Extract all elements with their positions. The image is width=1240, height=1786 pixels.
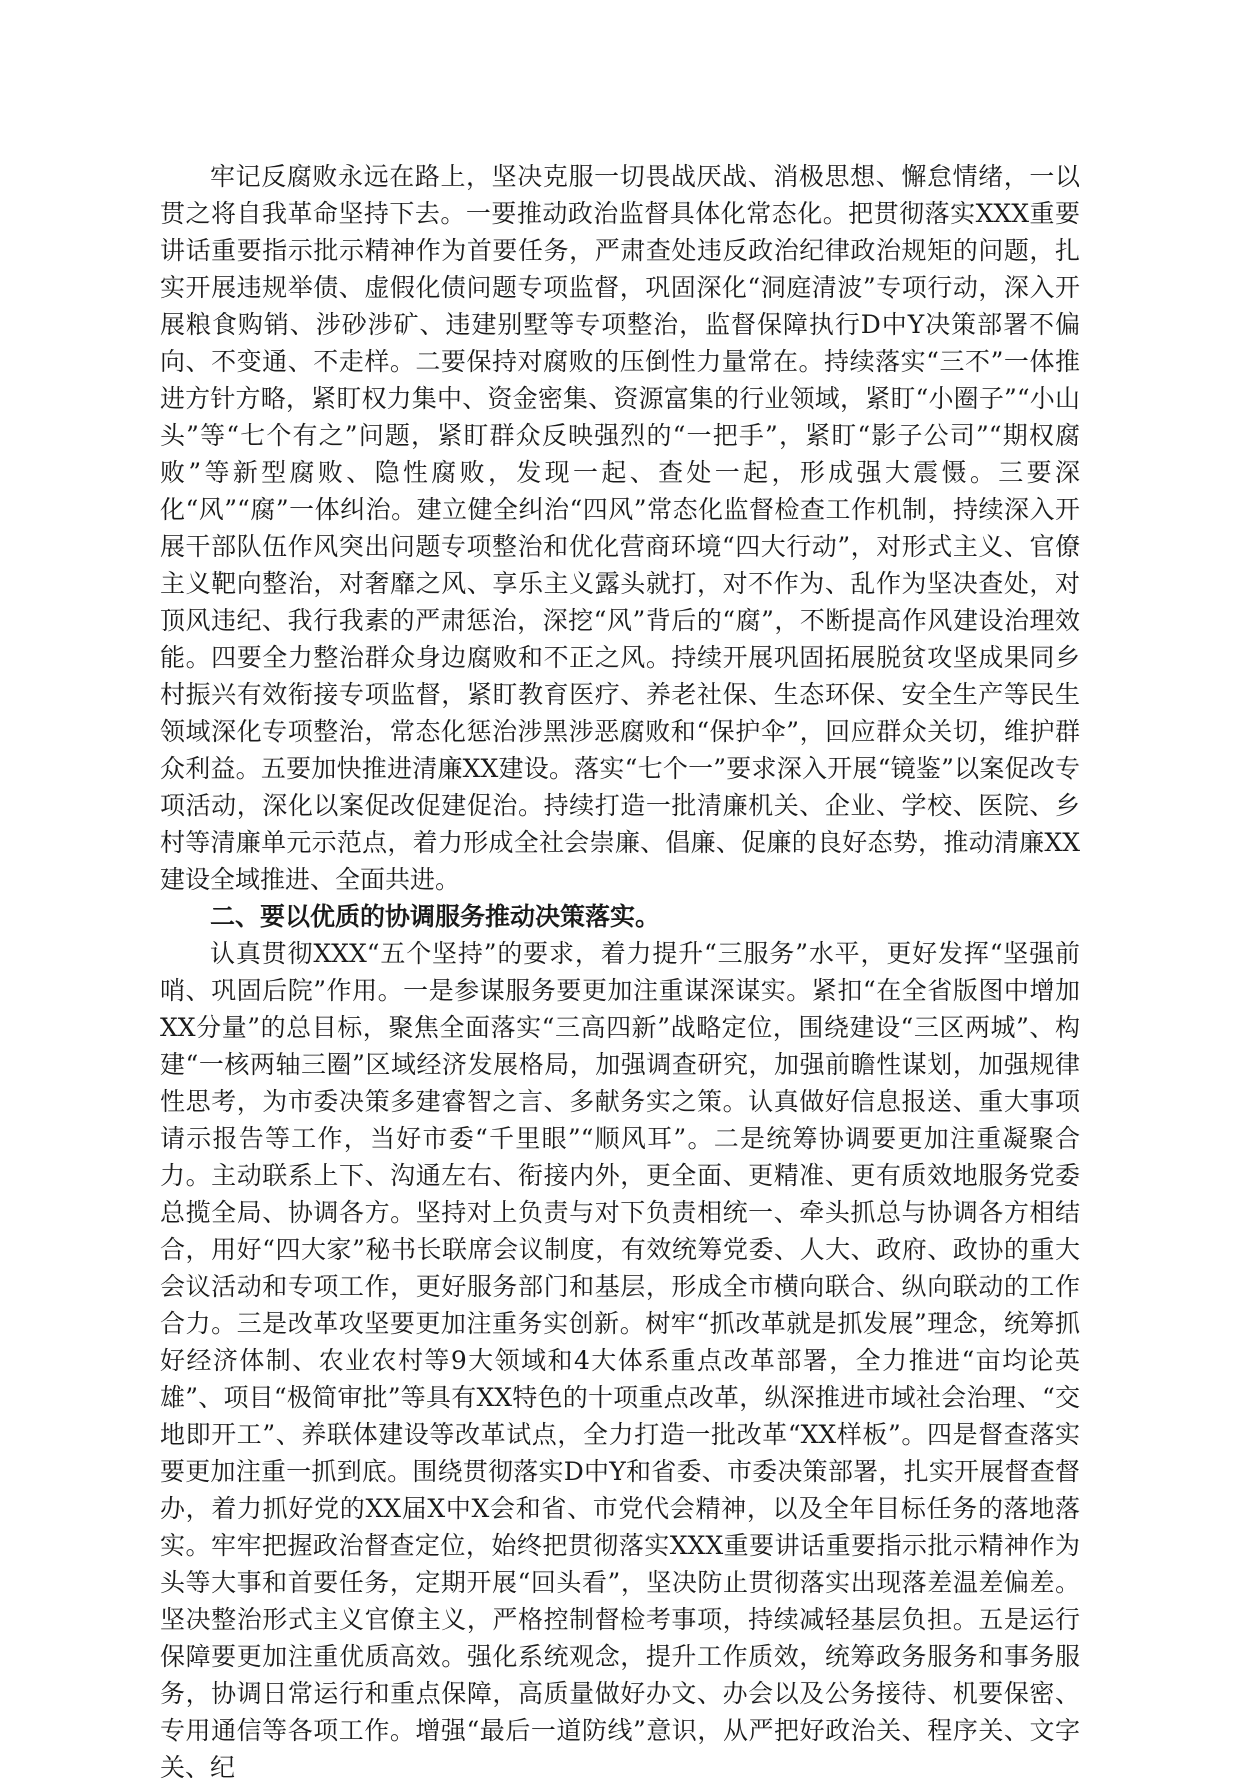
body-paragraph: 牢记反腐败永远在路上，坚决克服一切畏战厌战、消极思想、懈怠情绪，一以贯之将自我革命坚持下去。一要推动政治监督具体化常态化。把贯彻落实XXX重要讲话重要指示批示精神作为首要任务，严肃查处违反政治纪律政治规矩的问题，扎实开展违规举债、虚假化债问题专项监督，巩固深化“洞庭清波”专项行动，深入开展粮食购销、涉砂涉矿、违建别墅等专项整治，监督保障执行D中Y决策部署不偏向、不变通、不走样。二要保持对腐败的压倒性力量常在。持续落实“三不”一体推进方针方略，紧盯权力集中、资金密集、资源富集的行业领域，紧盯“小圈子”“小山头”等“七个有之”问题，紧盯群众反映强烈的“一把手”，紧盯“影子公司”“期权腐败”等新型腐败、隐性腐败，发现一起、查处一起，形成强大震慑。三要深化“风”“腐”一体纠治。建立健全纠治“四风”常态化监督检查工作机制，持续深入开展干部队伍作风突出问题专项整治和优化营商环境“四大行动”，对形式主义、官僚主义靶向整治，对奢靡之风、享乐主义露头就打，对不作为、乱作为坚决查处，对顶风违纪、我行我素的严肃惩治，深挖“风”背后的“腐”，不断提高作风建设治理效能。四要全力整治群众身边腐败和不正之风。持续开展巩固拓展脱贫攻坚成果同乡村振兴有效衔接专项监督，紧盯教育医疗、养老社保、生态环保、安全生产等民生领域深化专项整治，常态化惩治涉黑涉恶腐败和“保护伞”，回应群众关切，维护群众利益。五要加快推进清廉XX建设。落实“七个一”要求深入开展“镜鉴”以案促改专项活动，深化以案促改促建促治。持续打造一批清廉机关、企业、学校、医院、乡村等清廉单元示范点，着力形成全社会崇廉、倡廉、促廉的良好态势，推动清廉XX建设全域推进、全面共进。 <box>160 162 1080 894</box>
section-heading: 二、要以优质的协调服务推动决策落实。 <box>210 902 661 931</box>
document-page <box>160 158 1080 1786</box>
body-paragraph: 认真贯彻XXX“五个坚持”的要求，着力提升“三服务”水平，更好发挥“坚强前哨、巩固后院”作用。一是参谋服务要更加注重谋深谋实。紧扣“在全省版图中增加XX分量”的总目标，聚焦全面落实“三高四新”战略定位，围绕建设“三区两城”、构建“一核两轴三圈”区域经济发展格局，加强调查研究，加强前瞻性谋划，加强规律性思考，为市委决策多建睿智之言、多献务实之策。认真做好信息报送、重大事项请示报告等工作，当好市委“千里眼”“顺风耳”。二是统筹协调要更加注重凝聚合力。主动联系上下、沟通左右、衔接内外，更全面、更精准、更有质效地服务党委总揽全局、协调各方。坚持对上负责与对下负责相统一、牵头抓总与协调各方相结合，用好“四大家”秘书长联席会议制度，有效统筹党委、人大、政府、政协的重大会议活动和专项工作，更好服务部门和基层，形成全市横向联合、纵向联动的工作合力。三是改革攻坚要更加注重务实创新。树牢“抓改革就是抓发展”理念，统筹抓好经济体制、农业农村等9大领域和4大体系重点改革部署，全力推进“亩均论英雄”、项目“极简审批”等具有XX特色的十项重点改革，纵深推进市域社会治理、“交地即开工”、养联体建设等改革试点，全力打造一批改革“XX样板”。四是督查落实要更加注重一抓到底。围绕贯彻落实D中Y和省委、市委决策部署，扎实开展督查督办，着力抓好党的XX届X中X会和省、市党代会精神，以及全年目标任务的落地落实。牢牢把握政治督查定位，始终把贯彻落实XXX重要讲话重要指示批示精神作为头等大事和首要任务，定期开展“回头看”，坚决防止贯彻落实出现落差温差偏差。坚决整治形式主义官僚主义，严格控制督检考事项，持续减轻基层负担。五是运行保障要更加注重优质高效。强化系统观念，提升工作质效，统筹政务服务和事务服务，协调日常运行和重点保障，高质量做好办文、办会以及公务接待、机要保密、专用通信等各项工作。增强“最后一道防线”意识，从严把好政治关、程序关、文字关、纪 <box>160 939 1080 1782</box>
